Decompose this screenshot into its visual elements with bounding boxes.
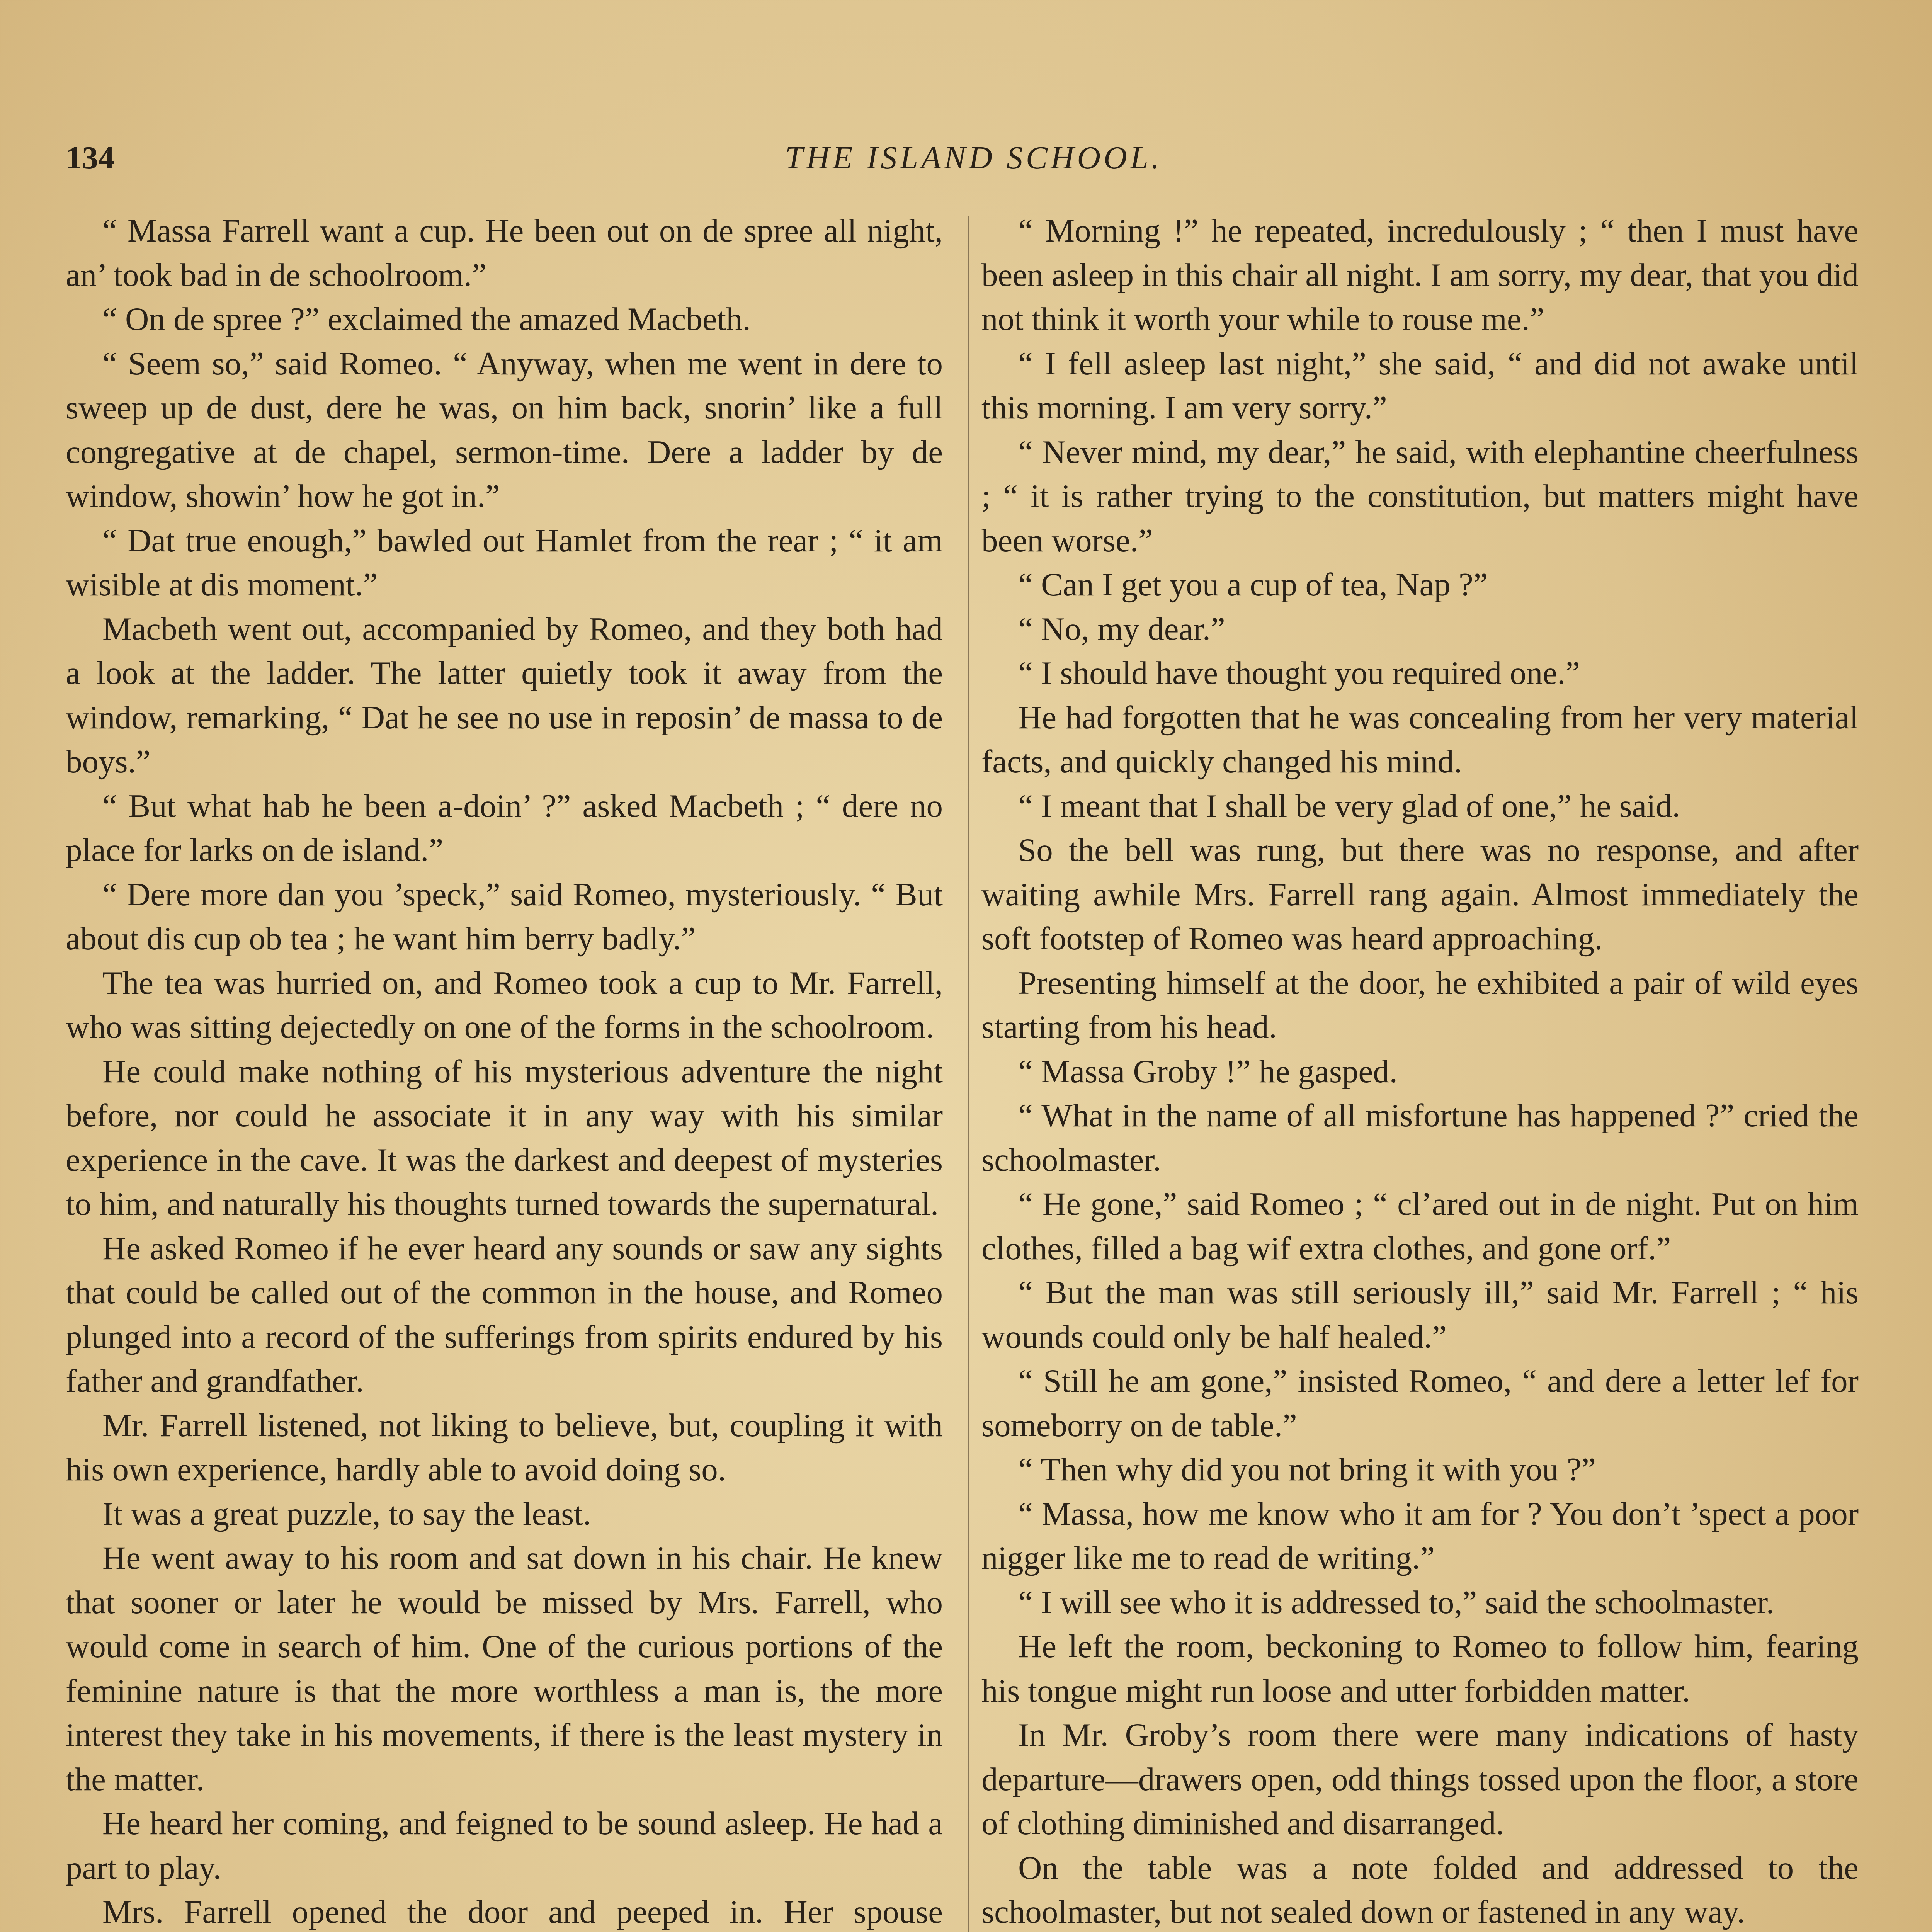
paragraph: “ Still he am gone,” insisted Romeo, “ and dere a letter lef for someborry on de table.” xyxy=(981,1363,1859,1444)
right-column xyxy=(981,209,1859,1932)
paragraph: “ He gone,” said Romeo ; “ cl’ared out in de night. Put on him clothes, filled a bag wif extra clothes, and gone orf.” xyxy=(981,1186,1859,1267)
paragraph: “ Then why did you not bring it with you ?” xyxy=(1018,1451,1596,1488)
paragraph: “ Can I get you a cup of tea, Nap ?” xyxy=(1018,566,1488,603)
paragraph: “ But the man was still seriously ill,” said Mr. Farrell ; “ his wounds could only be half healed.” xyxy=(981,1274,1859,1355)
running-title: THE ISLAND SCHOOL. xyxy=(785,140,1163,176)
page-header xyxy=(66,139,1882,189)
paragraph: The tea was hurried on, and Romeo took a cup to Mr. Farrell, who was sitting dejectedly on one of the forms in the schoolroom. xyxy=(66,964,943,1045)
paragraph: Mrs. Farrell opened the door and peeped in. Her spouse xyxy=(102,1894,943,1930)
paragraph: “ I meant that I shall be very glad of one,” he said. xyxy=(1018,787,1680,824)
left-column xyxy=(66,209,943,1932)
paragraph: “ Morning !” he repeated, incredulously ; “ then I must have been asleep in this chair all night. I am sorry, my dear, that you did not think it worth your while to rouse me.” xyxy=(981,213,1859,337)
paragraph: “ Dat true enough,” bawled out Hamlet from the rear ; “ it am wisible at dis moment.” xyxy=(66,522,943,603)
paragraph: On the table was a note folded and addressed to the schoolmaster, but not sealed down or fastened in any way. xyxy=(981,1849,1859,1930)
paragraph: “ No, my dear.” xyxy=(1018,611,1225,647)
paragraph: Mr. Farrell listened, not liking to believe, but, coupling it with his own experience, hardly able to avoid doing so. xyxy=(66,1407,943,1488)
paragraph: “ Never mind, my dear,” he said, with elephantine cheerfulness ; “ it is rather trying to the constitution, but matters might have been worse.” xyxy=(981,434,1859,559)
paragraph: “ I will see who it is addressed to,” said the schoolmaster. xyxy=(1018,1584,1774,1621)
paragraph: “ On de spree ?” exclaimed the amazed Macbeth. xyxy=(102,301,751,337)
paragraph: He went away to his room and sat down in his chair. He knew that sooner or later he would be missed by Mrs. Farrell, who would come in search of him. One of the curious portions of the feminine nature is that the more worthless a man is, the more interest they take in his movements, if there is the least mystery in the matter. xyxy=(66,1540,943,1798)
paragraph: “ Dere more dan you ’speck,” said Romeo, mysteriously. “ But about dis cup ob tea ; he want him berry badly.” xyxy=(66,876,943,957)
paragraph: He had forgotten that he was concealing from her very material facts, and quickly changed his mind. xyxy=(981,699,1859,780)
paragraph: “ Massa, how me know who it am for ? You don’t ’spect a poor nigger like me to read de writing.” xyxy=(981,1495,1859,1576)
paragraph: “ Massa Groby !” he gasped. xyxy=(1018,1053,1398,1090)
paragraph: So the bell was rung, but there was no response, and after waiting awhile Mrs. Farrell rang again. Almost immediately the soft footstep of Romeo was heard approaching. xyxy=(981,832,1859,957)
paragraph: “ What in the name of all misfortune has happened ?” cried the schoolmaster. xyxy=(981,1097,1859,1178)
paragraph: He left the room, beckoning to Romeo to follow him, fearing his tongue might run loose and utter forbidden matter. xyxy=(981,1628,1859,1709)
paragraph: He heard her coming, and feigned to be sound asleep. He had a part to play. xyxy=(66,1805,943,1886)
paragraph: Macbeth went out, accompanied by Romeo, and they both had a look at the ladder. The latter quietly took it away from the window, remarking, “ Dat he see no use in reposin’ de massa to de boys.” xyxy=(66,611,943,780)
paragraph: He asked Romeo if he ever heard any sounds or saw any sights that could be called out of the common in the house, and Romeo plunged into a record of the sufferings from spirits endured by his father and grandfather. xyxy=(66,1230,943,1399)
paragraph: “ I fell asleep last night,” she said, “ and did not awake until this morning. I am very sorry.” xyxy=(981,345,1859,426)
paragraph: “ Massa Farrell want a cup. He been out on de spree all night, an’ took bad in de schoolroom.” xyxy=(66,213,943,293)
paragraph: He could make nothing of his mysterious adventure the night before, nor could he associate it in any way with his similar experience in the cave. It was the darkest and deepest of mysteries to him, and naturally his thoughts turned towards the supernatural. xyxy=(66,1053,943,1222)
paragraph: It was a great puzzle, to say the least. xyxy=(102,1495,592,1532)
page-number: 134 xyxy=(66,140,114,176)
paragraph: Presenting himself at the door, he exhibited a pair of wild eyes starting from his head. xyxy=(981,964,1859,1045)
paragraph: “ But what hab he been a-doin’ ?” asked Macbeth ; “ dere no place for larks on de island.” xyxy=(66,787,943,868)
paragraph: “ I should have thought you required one.” xyxy=(1018,655,1580,691)
paragraph: “ Seem so,” said Romeo. “ Anyway, when me went in dere to sweep up de dust, dere he was, on him back, snorin’ like a full congregative at de chapel, sermon-time. Dere a ladder by de window, showin’ how he got in.” xyxy=(66,345,943,514)
column-divider xyxy=(968,216,969,1932)
paragraph: In Mr. Groby’s room there were many indications of hasty departure—drawers open, odd things tossed upon the floor, a store of clothing diminished and disarranged. xyxy=(981,1717,1859,1842)
